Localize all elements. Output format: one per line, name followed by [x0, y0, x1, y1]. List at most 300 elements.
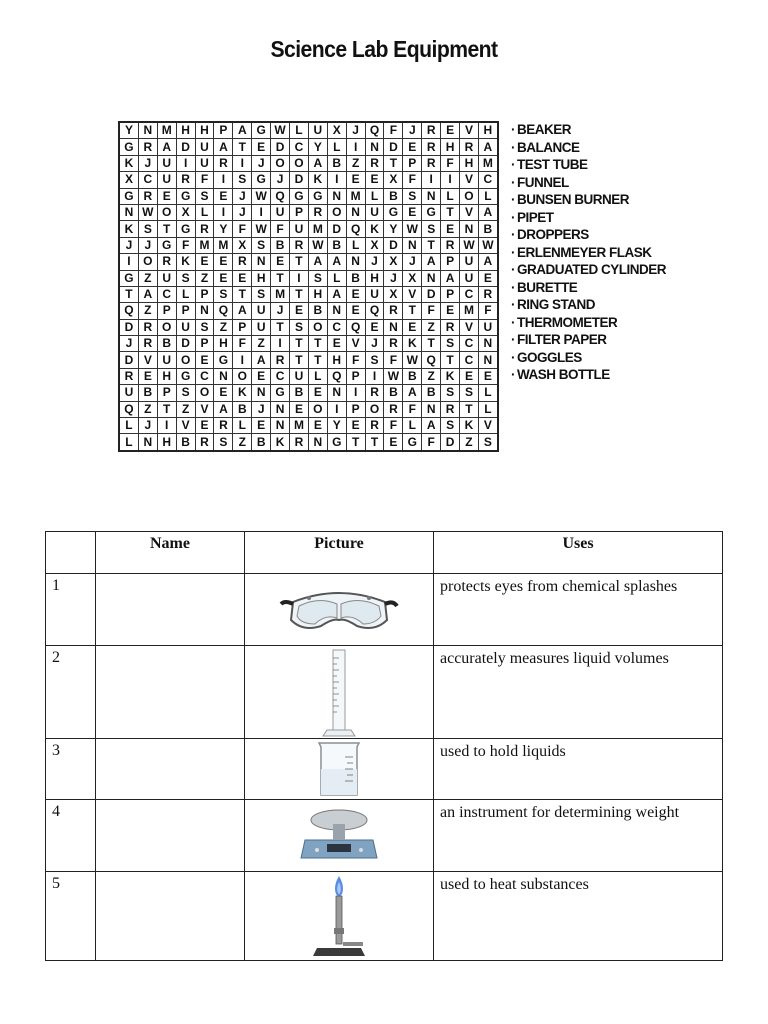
grid-cell: P	[176, 303, 195, 319]
grid-cell: N	[195, 303, 214, 319]
grid-cell: L	[478, 188, 497, 204]
grid-cell: O	[157, 319, 176, 335]
grid-cell: S	[252, 237, 271, 253]
grid-cell: H	[365, 270, 384, 286]
name-field[interactable]	[96, 574, 245, 646]
grid-cell: R	[441, 401, 460, 417]
grid-cell: C	[271, 368, 290, 384]
grid-cell: G	[176, 188, 195, 204]
grid-cell: H	[252, 270, 271, 286]
grid-cell: U	[157, 155, 176, 171]
grid-cell: H	[176, 122, 195, 139]
picture-cell	[245, 872, 434, 961]
grid-cell: X	[384, 172, 403, 188]
grid-cell: Q	[346, 319, 365, 335]
word-list-item: · BEAKER	[511, 121, 666, 139]
grid-cell: Z	[138, 270, 157, 286]
grid-cell: W	[252, 221, 271, 237]
grid-cell: U	[252, 319, 271, 335]
grid-cell: P	[214, 122, 233, 139]
grid-cell: G	[422, 204, 441, 220]
grid-row	[119, 221, 498, 237]
grid-cell: T	[290, 336, 309, 352]
grid-cell: R	[365, 418, 384, 434]
grid-cell: F	[384, 122, 403, 139]
grid-cell: I	[271, 336, 290, 352]
grid-cell: N	[271, 418, 290, 434]
grid-cell: N	[308, 434, 327, 451]
grid-cell: Z	[422, 319, 441, 335]
picture-cell	[245, 739, 434, 800]
grid-cell: T	[271, 319, 290, 335]
picture-cell	[245, 574, 434, 646]
grid-cell: T	[422, 237, 441, 253]
grid-cell: L	[441, 188, 460, 204]
grid-row	[119, 237, 498, 253]
beaker-icon	[309, 739, 369, 799]
grid-cell: B	[176, 434, 195, 451]
grid-cell: V	[346, 336, 365, 352]
grid-cell: Z	[422, 368, 441, 384]
grid-cell: P	[233, 319, 252, 335]
grid-cell: B	[384, 385, 403, 401]
grid-row	[119, 172, 498, 188]
grid-cell: N	[422, 401, 441, 417]
grid-row	[119, 352, 498, 368]
grid-cell: T	[233, 286, 252, 302]
grid-cell: R	[365, 155, 384, 171]
grid-cell: K	[441, 368, 460, 384]
grid-cell: S	[195, 319, 214, 335]
equipment-table	[45, 531, 723, 961]
grid-cell: T	[157, 221, 176, 237]
word-list-item: · PIPET	[511, 209, 666, 227]
grid-cell: A	[327, 254, 346, 270]
grid-row	[119, 139, 498, 155]
grid-cell: M	[478, 155, 497, 171]
grid-cell: N	[138, 122, 157, 139]
grid-cell: E	[441, 303, 460, 319]
grid-row	[119, 336, 498, 352]
grid-cell: E	[365, 172, 384, 188]
uses-cell: used to hold liquids	[434, 739, 723, 800]
grid-cell: A	[478, 139, 497, 155]
grid-cell: T	[460, 401, 479, 417]
grid-cell: S	[403, 188, 422, 204]
grid-cell: E	[138, 368, 157, 384]
grid-cell: E	[403, 139, 422, 155]
grid-cell: P	[346, 401, 365, 417]
word-list-item: · BURETTE	[511, 279, 666, 297]
grid-cell: C	[478, 172, 497, 188]
grid-cell: E	[195, 418, 214, 434]
grid-cell: U	[271, 204, 290, 220]
grid-cell: Q	[346, 221, 365, 237]
grid-cell: E	[195, 352, 214, 368]
grid-cell: J	[365, 254, 384, 270]
grid-cell: N	[346, 254, 365, 270]
grid-cell: Z	[460, 434, 479, 451]
grid-cell: F	[403, 401, 422, 417]
grid-cell: E	[441, 221, 460, 237]
header-name: Name	[96, 532, 245, 574]
grid-cell: V	[403, 286, 422, 302]
grid-cell: L	[346, 237, 365, 253]
grid-cell: R	[271, 352, 290, 368]
grid-cell: X	[119, 172, 138, 188]
grid-cell: E	[157, 188, 176, 204]
grid-row	[119, 155, 498, 171]
grid-row	[119, 434, 498, 451]
grid-cell: G	[290, 188, 309, 204]
grid-cell: F	[384, 352, 403, 368]
grid-cell: I	[157, 418, 176, 434]
grid-cell: G	[119, 139, 138, 155]
grid-cell: Q	[271, 188, 290, 204]
word-list-item: · WASH BOTTLE	[511, 366, 666, 384]
name-field[interactable]	[96, 800, 245, 872]
grid-cell: O	[195, 385, 214, 401]
grid-cell: V	[195, 401, 214, 417]
name-field[interactable]	[96, 872, 245, 961]
grid-row	[119, 385, 498, 401]
grid-cell: E	[214, 270, 233, 286]
table-header-row	[46, 532, 723, 574]
name-field[interactable]	[96, 739, 245, 800]
grid-cell: U	[478, 319, 497, 335]
grid-cell: F	[384, 418, 403, 434]
grid-cell: X	[403, 270, 422, 286]
grid-cell: E	[346, 172, 365, 188]
grid-cell: R	[441, 319, 460, 335]
grid-row	[119, 303, 498, 319]
grid-cell: V	[176, 418, 195, 434]
grid-cell: I	[233, 352, 252, 368]
grid-cell: E	[346, 303, 365, 319]
grid-cell: P	[157, 303, 176, 319]
grid-cell: T	[422, 336, 441, 352]
grid-cell: E	[441, 122, 460, 139]
grid-cell: N	[478, 352, 497, 368]
grid-cell: N	[271, 401, 290, 417]
grid-cell: G	[271, 385, 290, 401]
grid-cell: V	[138, 352, 157, 368]
grid-cell: J	[119, 237, 138, 253]
grid-cell: N	[460, 221, 479, 237]
grid-cell: Y	[327, 418, 346, 434]
grid-cell: J	[384, 270, 403, 286]
word-list-item: · FILTER PAPER	[511, 331, 666, 349]
grid-row	[119, 368, 498, 384]
grid-cell: H	[214, 336, 233, 352]
grid-cell: I	[441, 172, 460, 188]
grid-cell: S	[308, 270, 327, 286]
grid-cell: P	[441, 286, 460, 302]
grid-cell: I	[346, 139, 365, 155]
grid-cell: E	[195, 254, 214, 270]
word-list-item: · TEST TUBE	[511, 156, 666, 174]
grid-cell: J	[233, 188, 252, 204]
row-number: 2	[46, 646, 96, 739]
grid-cell: D	[119, 352, 138, 368]
grid-cell: U	[365, 204, 384, 220]
grid-cell: E	[214, 385, 233, 401]
grid-cell: J	[271, 303, 290, 319]
grid-cell: J	[252, 155, 271, 171]
grid-cell: F	[441, 155, 460, 171]
grid-cell: N	[252, 385, 271, 401]
word-search-grid	[118, 121, 499, 452]
grid-cell: R	[308, 204, 327, 220]
grid-cell: A	[422, 418, 441, 434]
grid-cell: O	[271, 155, 290, 171]
grid-cell: D	[176, 139, 195, 155]
grid-cell: E	[271, 254, 290, 270]
grid-cell: B	[138, 385, 157, 401]
grid-cell: E	[308, 385, 327, 401]
grid-cell: S	[214, 286, 233, 302]
grid-cell: Z	[346, 155, 365, 171]
grid-cell: B	[346, 270, 365, 286]
page-title: Science Lab Equipment	[270, 36, 498, 62]
grid-cell: L	[195, 204, 214, 220]
grid-cell: Y	[214, 221, 233, 237]
grid-cell: E	[460, 368, 479, 384]
grid-cell: R	[214, 155, 233, 171]
grid-cell: G	[252, 122, 271, 139]
grid-cell: V	[478, 418, 497, 434]
table-row	[46, 739, 723, 800]
grid-cell: B	[478, 221, 497, 237]
grid-cell: R	[119, 368, 138, 384]
grid-cell: H	[441, 139, 460, 155]
grid-cell: L	[176, 286, 195, 302]
grid-cell: T	[271, 270, 290, 286]
grid-cell: L	[290, 122, 309, 139]
grid-cell: J	[365, 336, 384, 352]
word-list-item: · BUNSEN BURNER	[511, 191, 666, 209]
grid-row	[119, 270, 498, 286]
grid-cell: Q	[422, 352, 441, 368]
grid-cell: C	[327, 319, 346, 335]
grid-cell: W	[138, 204, 157, 220]
name-field[interactable]	[96, 646, 245, 739]
grid-cell: U	[308, 122, 327, 139]
grid-cell: T	[441, 352, 460, 368]
grid-cell: A	[233, 122, 252, 139]
grid-cell: T	[384, 155, 403, 171]
grid-cell: U	[157, 352, 176, 368]
grid-cell: A	[308, 155, 327, 171]
grid-cell: N	[252, 254, 271, 270]
grid-cell: G	[176, 221, 195, 237]
grid-cell: A	[138, 286, 157, 302]
grid-cell: N	[384, 319, 403, 335]
grid-cell: T	[290, 286, 309, 302]
grid-cell: R	[422, 122, 441, 139]
picture-cell	[245, 646, 434, 739]
grid-cell: T	[365, 434, 384, 451]
grid-cell: W	[384, 368, 403, 384]
grid-row	[119, 188, 498, 204]
grid-cell: R	[138, 336, 157, 352]
grid-cell: T	[441, 204, 460, 220]
grid-cell: F	[233, 221, 252, 237]
grid-cell: W	[478, 237, 497, 253]
word-list-item: · ERLENMEYER FLASK	[511, 244, 666, 262]
grid-cell: T	[119, 286, 138, 302]
grid-cell: E	[403, 319, 422, 335]
grid-cell: W	[403, 352, 422, 368]
grid-cell: T	[157, 401, 176, 417]
word-list-item: · FUNNEL	[511, 174, 666, 192]
grid-cell: E	[346, 286, 365, 302]
grid-cell: M	[195, 237, 214, 253]
grid-cell: V	[460, 122, 479, 139]
grid-cell: C	[460, 336, 479, 352]
grid-cell: B	[327, 237, 346, 253]
grid-cell: E	[252, 418, 271, 434]
grid-cell: J	[346, 122, 365, 139]
grid-cell: T	[346, 434, 365, 451]
word-list-item: · DROPPERS	[511, 226, 666, 244]
grid-cell: H	[195, 122, 214, 139]
grid-cell: U	[119, 385, 138, 401]
grid-cell: F	[233, 336, 252, 352]
grid-cell: X	[365, 237, 384, 253]
grid-cell: K	[460, 418, 479, 434]
grid-cell: S	[176, 385, 195, 401]
grid-cell: V	[460, 319, 479, 335]
grid-cell: B	[327, 155, 346, 171]
grid-cell: E	[403, 204, 422, 220]
grid-cell: V	[460, 204, 479, 220]
grid-cell: O	[327, 204, 346, 220]
grid-cell: U	[290, 368, 309, 384]
grid-cell: J	[233, 204, 252, 220]
grid-cell: B	[308, 303, 327, 319]
table-row	[46, 800, 723, 872]
grid-cell: R	[290, 434, 309, 451]
grid-cell: L	[119, 418, 138, 434]
grid-cell: N	[422, 188, 441, 204]
grid-cell: N	[327, 188, 346, 204]
grid-cell: O	[138, 254, 157, 270]
grid-cell: D	[119, 319, 138, 335]
uses-cell: accurately measures liquid volumes	[434, 646, 723, 739]
grid-cell: I	[346, 385, 365, 401]
grid-cell: R	[138, 188, 157, 204]
grid-cell: J	[252, 401, 271, 417]
grid-cell: G	[176, 368, 195, 384]
grid-cell: L	[233, 418, 252, 434]
grid-cell: W	[308, 237, 327, 253]
grid-cell: I	[214, 204, 233, 220]
grid-cell: O	[233, 368, 252, 384]
grid-cell: R	[422, 155, 441, 171]
grid-cell: K	[119, 155, 138, 171]
grid-cell: S	[441, 385, 460, 401]
grid-cell: B	[384, 188, 403, 204]
grid-cell: M	[308, 221, 327, 237]
grid-cell: R	[460, 139, 479, 155]
grid-cell: R	[157, 254, 176, 270]
word-list-item: · RING STAND	[511, 296, 666, 314]
grid-cell: K	[403, 336, 422, 352]
grid-cell: T	[308, 352, 327, 368]
grid-cell: E	[478, 270, 497, 286]
grid-cell: F	[346, 352, 365, 368]
grid-cell: W	[403, 221, 422, 237]
grid-cell: S	[478, 434, 497, 451]
grid-cell: N	[119, 204, 138, 220]
grid-cell: B	[271, 237, 290, 253]
grid-cell: O	[365, 401, 384, 417]
grid-cell: F	[422, 434, 441, 451]
grid-cell: N	[422, 270, 441, 286]
grid-cell: E	[252, 139, 271, 155]
grid-cell: F	[195, 172, 214, 188]
grid-cell: A	[478, 254, 497, 270]
grid-cell: E	[290, 401, 309, 417]
grid-cell: S	[176, 270, 195, 286]
grid-cell: U	[290, 221, 309, 237]
grid-cell: P	[290, 204, 309, 220]
grid-cell: B	[403, 368, 422, 384]
grid-cell: X	[176, 204, 195, 220]
grid-cell: J	[403, 122, 422, 139]
grid-cell: A	[403, 385, 422, 401]
grid-cell: R	[195, 221, 214, 237]
grid-cell: R	[290, 237, 309, 253]
grid-cell: G	[252, 172, 271, 188]
grid-cell: D	[271, 139, 290, 155]
grid-cell: Z	[233, 434, 252, 451]
grid-row	[119, 254, 498, 270]
grid-cell: L	[327, 270, 346, 286]
header-picture: Picture	[245, 532, 434, 574]
grid-cell: X	[384, 254, 403, 270]
grid-cell: E	[478, 368, 497, 384]
grid-cell: R	[478, 286, 497, 302]
grid-cell: D	[290, 172, 309, 188]
grid-cell: S	[422, 221, 441, 237]
grid-cell: K	[233, 385, 252, 401]
grid-cell: Y	[384, 221, 403, 237]
grid-cell: L	[365, 188, 384, 204]
picture-cell	[245, 800, 434, 872]
grid-cell: O	[176, 352, 195, 368]
grid-cell: U	[365, 286, 384, 302]
grid-cell: P	[346, 368, 365, 384]
grid-cell: R	[384, 336, 403, 352]
grid-cell: F	[176, 237, 195, 253]
grid-cell: H	[460, 155, 479, 171]
grid-cell: G	[308, 188, 327, 204]
grid-cell: S	[252, 286, 271, 302]
grid-cell: R	[195, 434, 214, 451]
grid-cell: A	[157, 139, 176, 155]
grid-cell: Y	[119, 122, 138, 139]
grid-cell: U	[195, 155, 214, 171]
grid-cell: O	[460, 188, 479, 204]
grid-cell: L	[478, 401, 497, 417]
row-number: 3	[46, 739, 96, 800]
grid-cell: R	[384, 401, 403, 417]
grid-cell: H	[478, 122, 497, 139]
uses-cell: protects eyes from chemical splashes	[434, 574, 723, 646]
grid-cell: G	[403, 434, 422, 451]
